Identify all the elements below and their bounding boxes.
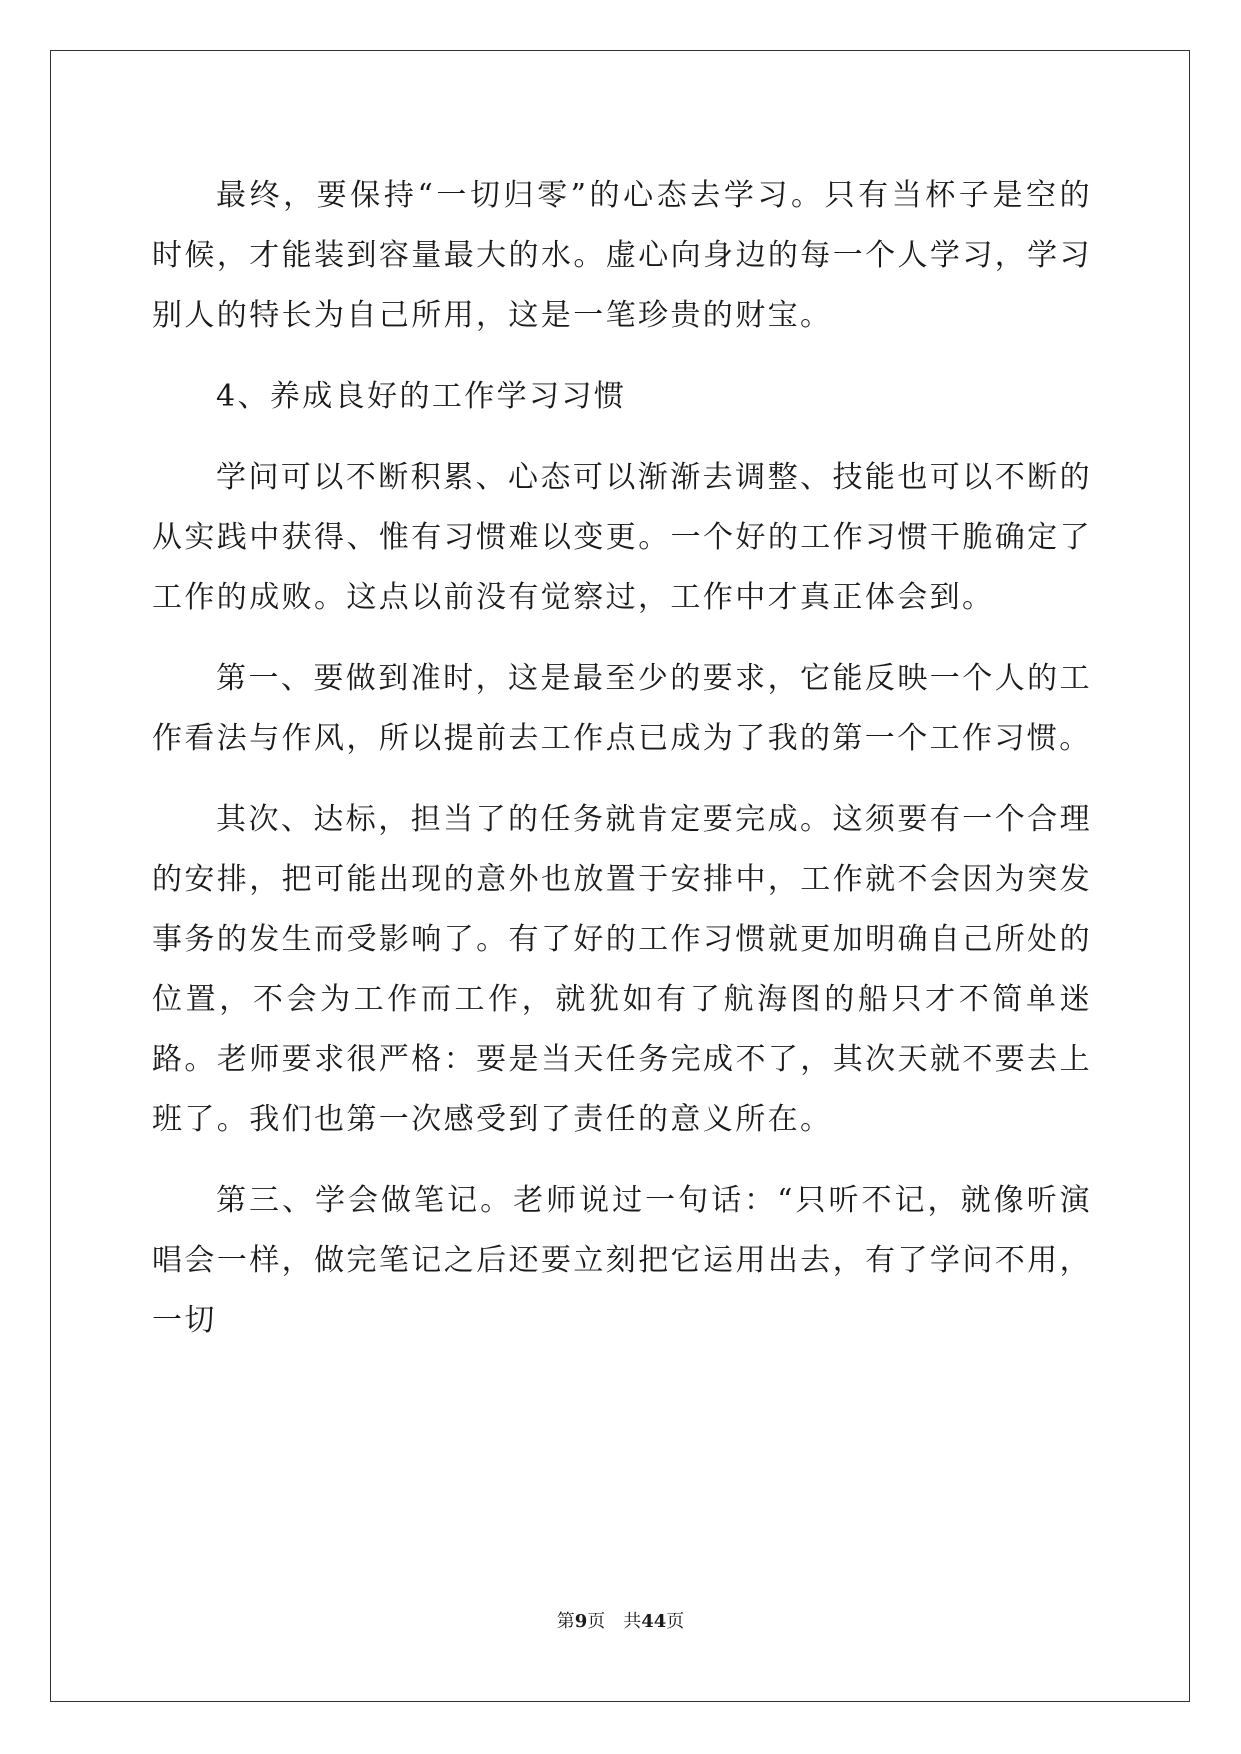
paragraph-taking-notes: 第三、学会做笔记。老师说过一句话：“只听不记，就像听演唱会一样，做完笔记之后还要立刻把它运用出去，有了学问不用，一切 [152,1183,1092,1338]
footer-page-prefix: 第 [556,1611,575,1632]
paragraph-punctuality: 第一、要做到准时，这是最至少的要求，它能反映一个人的工作看法与作风，所以提前去工作点已成为了我的第一个工作习惯。 [152,661,1092,756]
paragraph-return-to-zero: 最终，要保持“一切归零”的心态去学习。只有当杯子是空的时候，才能装到容量最大的水。虚心向身边的每一个人学习，学习别人的特长为自己所用，这是一笔珍贵的财宝。 [152,178,1092,333]
footer-page-suffix: 页 [587,1611,606,1632]
footer-total-number: 44 [641,1611,667,1632]
paragraph-habits-intro: 学问可以不断积累、心态可以渐渐去调整、技能也可以不断的从实践中获得、惟有习惯难以变更。一个好的工作习惯干脆确定了工作的成败。这点以前没有觉察过，工作中才真正体会到。 [152,460,1092,615]
footer-page-number: 9 [574,1611,588,1632]
paragraph-meeting-targets: 其次、达标，担当了的任务就肯定要完成。这须要有一个合理的安排，把可能出现的意外也放置于安排中，工作就不会因为突发事务的发生而受影响了。有了好的工作习惯就更加明确自己所处的位置，不会为工作而工作，就犹如有了航海图的船只才不简单迷路。老师要求很严格：要是当天任务完成不了，其次天就不要去上班了。我们也第一次感受到了责任的意义所在。 [152,802,1092,1137]
page-footer [0,1607,1241,1633]
document-body [152,166,1092,1372]
section-heading-work-habits: 4、养成良好的工作学习习惯 [216,379,627,414]
footer-total-suffix: 页 [666,1611,685,1632]
footer-total-prefix: 共 [623,1611,642,1632]
